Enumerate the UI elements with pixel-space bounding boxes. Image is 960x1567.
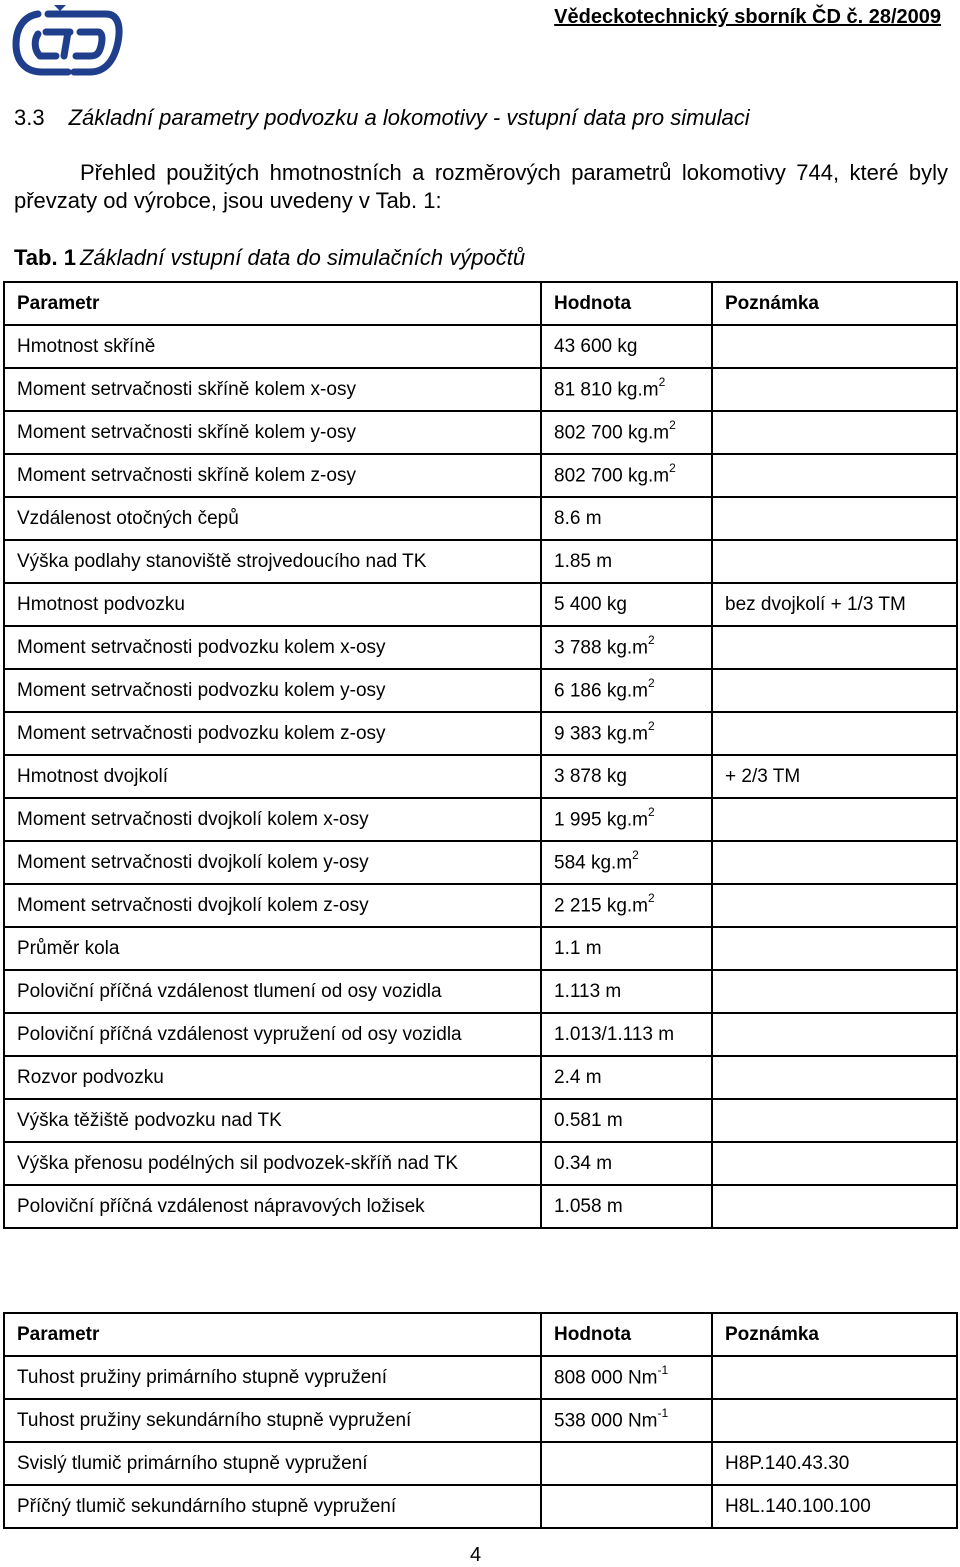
- table-row: [4, 970, 957, 1013]
- value-cell: [541, 970, 712, 1013]
- note-cell: [712, 1399, 957, 1442]
- table-header-row: [4, 1313, 957, 1356]
- note-cell: bez dvojkolí + 1/3 TM: [712, 583, 957, 626]
- parameter-cell: Moment setrvačnosti skříně kolem y-osy: [4, 411, 541, 454]
- note-cell: [712, 1142, 957, 1185]
- value-text: 2.4 m: [554, 1066, 602, 1088]
- value-text: 3 788 kg.m: [554, 637, 648, 659]
- parameter-cell: Moment setrvačnosti podvozku kolem y-osy: [4, 669, 541, 712]
- unit-exponent: -1: [657, 1363, 669, 1378]
- value-cell: [541, 1056, 712, 1099]
- note-cell: [712, 970, 957, 1013]
- value-text: 1 995 kg.m: [554, 809, 648, 831]
- note-cell: [712, 1185, 957, 1228]
- parameter-cell: Průměr kola: [4, 927, 541, 970]
- value-cell: [541, 1013, 712, 1056]
- cd-logo-icon: [10, 4, 124, 78]
- value-cell: [541, 368, 712, 411]
- table-caption-text: Základní vstupní data do simulačních výpočtů: [79, 245, 526, 270]
- table-row: [4, 1142, 957, 1185]
- table-row: [4, 1485, 957, 1528]
- note-cell: [712, 669, 957, 712]
- value-text: 808 000 Nm: [554, 1367, 658, 1389]
- note-cell: [712, 454, 957, 497]
- parameter-cell: Moment setrvačnosti skříně kolem x-osy: [4, 368, 541, 411]
- note-cell: [712, 798, 957, 841]
- table-row: [4, 1013, 957, 1056]
- unit-exponent: 2: [669, 461, 676, 476]
- parameter-cell: Poloviční příčná vzdálenost tlumení od osy vozidla: [4, 970, 541, 1013]
- value-text: 0.34 m: [554, 1152, 613, 1174]
- table-row: [4, 540, 957, 583]
- table-row: [4, 755, 957, 798]
- parameter-cell: Poloviční příčná vzdálenost vypružení od osy vozidla: [4, 1013, 541, 1056]
- value-cell: [541, 798, 712, 841]
- value-cell: [541, 1185, 712, 1228]
- table-caption: [14, 245, 525, 271]
- value-cell: [541, 669, 712, 712]
- parameter-cell: Vzdálenost otočných čepů: [4, 497, 541, 540]
- value-cell: [541, 927, 712, 970]
- value-cell: [541, 540, 712, 583]
- value-text: 584 kg.m: [554, 852, 633, 874]
- value-text: 1.85 m: [554, 550, 613, 572]
- value-cell: [541, 712, 712, 755]
- value-text: 802 700 kg.m: [554, 422, 670, 444]
- parameters-table-1: [3, 281, 958, 1229]
- note-cell: [712, 841, 957, 884]
- note-cell: [712, 1056, 957, 1099]
- table-row: [4, 1099, 957, 1142]
- table-row: [4, 583, 957, 626]
- value-text: 1.1 m: [554, 937, 602, 959]
- note-cell: [712, 540, 957, 583]
- value-cell: [541, 1485, 712, 1528]
- value-text: 5 400 kg: [554, 593, 627, 615]
- value-cell: [541, 884, 712, 927]
- unit-exponent: 2: [669, 418, 676, 433]
- table-row: [4, 1356, 957, 1399]
- note-cell: [712, 626, 957, 669]
- parameter-cell: Moment setrvačnosti dvojkolí kolem y-osy: [4, 841, 541, 884]
- column-header: Poznámka: [712, 1313, 957, 1356]
- table-row: [4, 454, 957, 497]
- parameters-table-2: [3, 1312, 958, 1529]
- page-number: 4: [470, 1544, 482, 1566]
- section-title: Základní parametry podvozku a lokomotivy - vstupní data pro simulaci: [68, 105, 750, 130]
- value-cell: [541, 1442, 712, 1485]
- unit-exponent: 2: [658, 375, 666, 390]
- table-row: [4, 884, 957, 927]
- note-cell: [712, 1099, 957, 1142]
- table-row: [4, 669, 957, 712]
- value-text: 81 810 kg.m: [554, 379, 659, 401]
- unit-exponent: -1: [657, 1406, 669, 1421]
- table-row: [4, 1442, 957, 1485]
- value-text: 9 383 kg.m: [554, 723, 648, 745]
- note-cell: [712, 368, 957, 411]
- note-cell: H8L.140.100.100: [712, 1485, 957, 1528]
- parameter-cell: Moment setrvačnosti dvojkolí kolem z-osy: [4, 884, 541, 927]
- table-row: [4, 497, 957, 540]
- table-row: [4, 841, 957, 884]
- table-row: [4, 798, 957, 841]
- parameter-cell: Moment setrvačnosti dvojkolí kolem x-osy: [4, 798, 541, 841]
- parameter-cell: Moment setrvačnosti skříně kolem z-osy: [4, 454, 541, 497]
- parameter-cell: Moment setrvačnosti podvozku kolem z-osy: [4, 712, 541, 755]
- table-row: [4, 1185, 957, 1228]
- value-cell: [541, 1099, 712, 1142]
- value-text: 3 878 kg: [554, 765, 627, 787]
- value-text: 6 186 kg.m: [554, 680, 648, 702]
- column-header: Hodnota: [541, 1313, 712, 1356]
- value-text: 538 000 Nm: [554, 1410, 658, 1432]
- intro-paragraph: Přehled použitých hmotnostních a rozměrových parametrů lokomotivy 744, které byly převzaty od výrobce, jsou uvedeny v Tab. 1:: [14, 160, 948, 213]
- value-text: 1.058 m: [554, 1195, 623, 1217]
- table-row: [4, 712, 957, 755]
- parameter-cell: Moment setrvačnosti podvozku kolem x-osy: [4, 626, 541, 669]
- note-cell: [712, 927, 957, 970]
- column-header: Poznámka: [712, 282, 957, 325]
- table-row: [4, 1056, 957, 1099]
- parameter-cell: Hmotnost dvojkolí: [4, 755, 541, 798]
- value-cell: [541, 497, 712, 540]
- table-row: [4, 1399, 957, 1442]
- value-cell: [541, 841, 712, 884]
- value-text: 2 215 kg.m: [554, 895, 648, 917]
- value-cell: [541, 454, 712, 497]
- value-cell: [541, 325, 712, 368]
- table-row: [4, 411, 957, 454]
- parameter-cell: Tuhost pružiny sekundárního stupně vypružení: [4, 1399, 541, 1442]
- table-row: [4, 626, 957, 669]
- value-text: 802 700 kg.m: [554, 465, 670, 487]
- column-header: Parametr: [4, 1313, 541, 1356]
- value-cell: [541, 755, 712, 798]
- value-text: 1.013/1.113 m: [554, 1023, 675, 1045]
- note-cell: [712, 411, 957, 454]
- parameter-cell: Hmotnost skříně: [4, 325, 541, 368]
- section-number: 3.3: [14, 105, 45, 130]
- value-cell: [541, 1356, 712, 1399]
- parameter-cell: Výška těžiště podvozku nad TK: [4, 1099, 541, 1142]
- value-cell: [541, 626, 712, 669]
- parameter-cell: Svislý tlumič primárního stupně vypružení: [4, 1442, 541, 1485]
- journal-title: Vědeckotechnický sborník ČD č. 28/2009: [554, 6, 941, 28]
- column-header: Parametr: [4, 282, 541, 325]
- column-header: Hodnota: [541, 282, 712, 325]
- section-heading: [14, 105, 750, 131]
- value-text: 8.6 m: [554, 507, 602, 529]
- note-cell: [712, 325, 957, 368]
- table-caption-label: Tab. 1: [14, 245, 76, 270]
- note-cell: [712, 712, 957, 755]
- value-text: 0.581 m: [554, 1109, 623, 1131]
- table-header-row: [4, 282, 957, 325]
- note-cell: H8P.140.43.30: [712, 1442, 957, 1485]
- parameter-cell: Rozvor podvozku: [4, 1056, 541, 1099]
- unit-exponent: 2: [632, 848, 639, 863]
- note-cell: [712, 1013, 957, 1056]
- table-row: [4, 927, 957, 970]
- table-row: [4, 368, 957, 411]
- unit-exponent: 2: [648, 891, 655, 906]
- note-cell: [712, 1356, 957, 1399]
- unit-exponent: 2: [648, 719, 655, 734]
- value-cell: [541, 1142, 712, 1185]
- parameter-cell: Výška podlahy stanoviště strojvedoucího nad TK: [4, 540, 541, 583]
- note-cell: [712, 497, 957, 540]
- parameter-cell: Hmotnost podvozku: [4, 583, 541, 626]
- parameter-cell: Výška přenosu podélných sil podvozek-skříň nad TK: [4, 1142, 541, 1185]
- parameter-cell: Poloviční příčná vzdálenost nápravových ložisek: [4, 1185, 541, 1228]
- parameter-cell: Příčný tlumič sekundárního stupně vypružení: [4, 1485, 541, 1528]
- parameter-cell: Tuhost pružiny primárního stupně vypružení: [4, 1356, 541, 1399]
- value-cell: [541, 583, 712, 626]
- unit-exponent: 2: [648, 805, 655, 820]
- value-text: 43 600 kg: [554, 335, 638, 357]
- unit-exponent: 2: [648, 633, 655, 648]
- note-cell: [712, 884, 957, 927]
- value-cell: [541, 1399, 712, 1442]
- unit-exponent: 2: [648, 676, 655, 691]
- note-cell: + 2/3 TM: [712, 755, 957, 798]
- value-cell: [541, 411, 712, 454]
- value-text: 1.113 m: [554, 980, 622, 1002]
- table-row: [4, 325, 957, 368]
